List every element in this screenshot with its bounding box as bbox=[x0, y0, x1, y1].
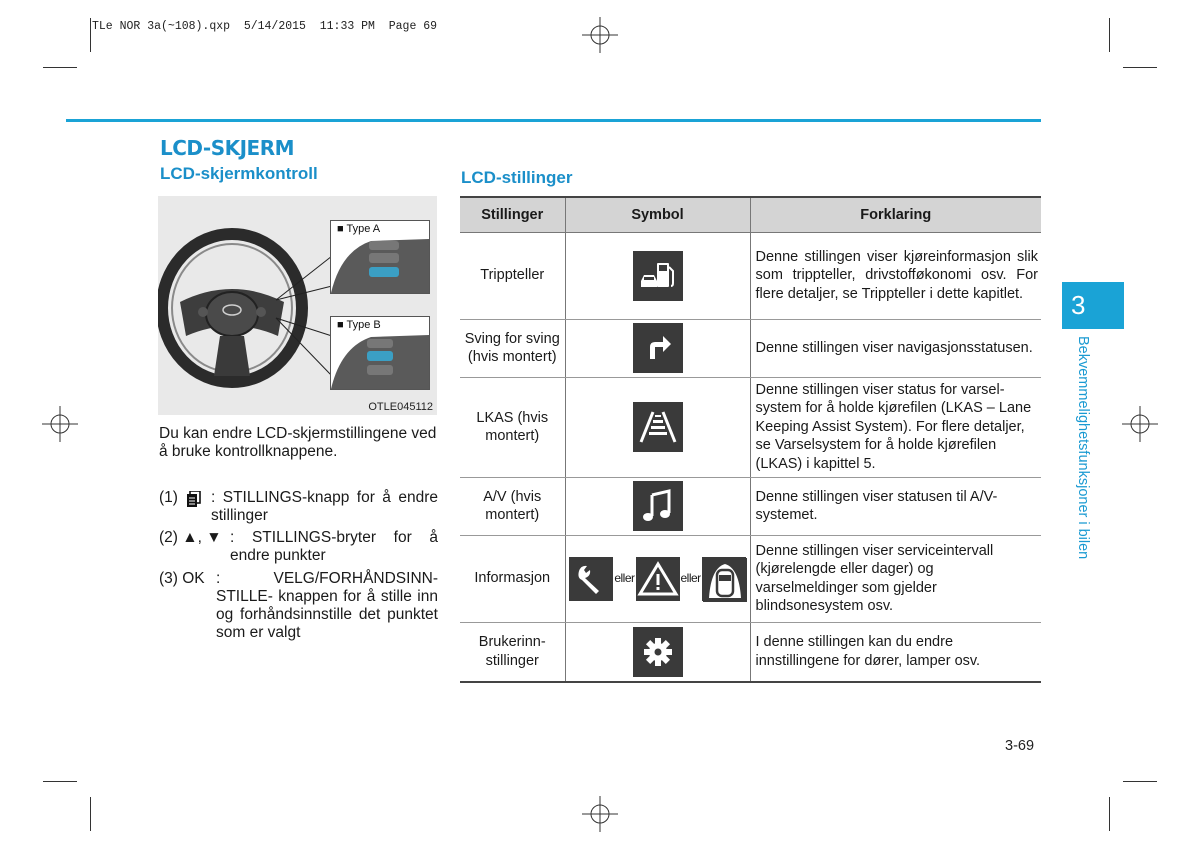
intro-paragraph: Du kan endre LCD-skjermstillingene ved å bruke kontrollknappene. bbox=[159, 425, 437, 460]
explanation-cell: Denne stillingen viser serviceintervall (kjørelengde eller dager) og varselmeldinger som gjelder blindsonesystem osv. bbox=[750, 535, 1041, 622]
section-title: LCD-SKJERM bbox=[160, 136, 295, 160]
explanation-cell: Denne stillingen viser navigasjonsstatusen. bbox=[750, 319, 1041, 377]
lcd-modes-table bbox=[460, 196, 1041, 683]
inset-type-b-label: ■ Type B bbox=[337, 319, 381, 331]
column-header: Symbol bbox=[565, 197, 750, 232]
registration-mark bbox=[582, 796, 618, 832]
item-number: (3) OK bbox=[159, 570, 205, 587]
item-text: : STILLINGS-knapp for å endre stillinger bbox=[211, 489, 438, 524]
mode-button-icon bbox=[187, 491, 201, 507]
crop-mark bbox=[90, 797, 91, 831]
table-header-row bbox=[460, 197, 1041, 232]
mode-cell: Trippteller bbox=[460, 232, 565, 319]
item-text: : STILLINGS-bryter for å endre punkter bbox=[230, 529, 438, 564]
music-note-icon bbox=[633, 481, 683, 531]
page-number: 3-69 bbox=[1005, 738, 1035, 754]
item-number: (1) bbox=[159, 489, 178, 506]
list-item bbox=[159, 570, 438, 644]
subheading-lcd-modes: LCD-stillinger bbox=[461, 168, 573, 187]
inset-type-a-label: ■ Type A bbox=[337, 223, 381, 235]
steering-wheel-figure bbox=[158, 196, 437, 415]
or-label: eller bbox=[680, 571, 701, 586]
item-text: : VELG/FORHÅNDSINN-STILLE- knappen for å stille inn og forhåndsinnstille det punktet som er valgt bbox=[216, 570, 438, 641]
or-label: eller bbox=[614, 571, 635, 586]
symbol-cell bbox=[565, 477, 750, 535]
crop-mark bbox=[1109, 797, 1110, 831]
trip-computer-icon bbox=[633, 251, 683, 301]
mode-cell: Informasjon bbox=[460, 535, 565, 622]
registration-mark bbox=[1122, 406, 1158, 442]
lane-keeping-icon bbox=[633, 402, 683, 452]
symbol-cell bbox=[565, 535, 750, 622]
table-row bbox=[460, 232, 1041, 319]
list-item bbox=[159, 489, 438, 527]
chapter-title bbox=[1071, 336, 1091, 586]
car-top-view-icon bbox=[702, 557, 746, 601]
column-header: Stillinger bbox=[460, 197, 565, 232]
gear-icon bbox=[633, 627, 683, 677]
mode-cell: LKAS (hvis montert) bbox=[460, 377, 565, 477]
wrench-icon bbox=[569, 557, 613, 601]
crop-mark bbox=[43, 67, 77, 68]
mode-cell: Sving for sving (hvis montert) bbox=[460, 319, 565, 377]
figure-caption: OTLE045112 bbox=[368, 401, 433, 413]
table-row bbox=[460, 622, 1041, 682]
print-slug: TLe NOR 3a(~108).qxp 5/14/2015 11:33 PM Page 69 bbox=[92, 20, 438, 33]
inset-type-b bbox=[330, 316, 430, 390]
warning-triangle-icon bbox=[636, 557, 680, 601]
mode-cell: A/V (hvis montert) bbox=[460, 477, 565, 535]
explanation-cell: Denne stillingen viser status for varsel-system for å holde kjørefilen (LKAS – Lane Keeping Assist System). For flere detaljer, se Varselsystem for å holde kjørefilen (LKAS) i kapittel 5. bbox=[750, 377, 1041, 477]
chapter-tab: 3 bbox=[1062, 282, 1124, 329]
crop-mark bbox=[1123, 67, 1157, 68]
registration-mark bbox=[42, 406, 78, 442]
table-row bbox=[460, 535, 1041, 622]
column-header: Forklaring bbox=[750, 197, 1041, 232]
inset-type-a bbox=[330, 220, 430, 294]
explanation-cell: Denne stillingen viser kjøreinformasjon slik som trippteller, drivstofføkonomi osv. For flere detaljer, se Trippteller i dette kapitlet. bbox=[750, 232, 1041, 319]
chapter-title-text: Bekvemmelighetsfunksjoner i bilen bbox=[1075, 336, 1091, 560]
subheading-lcd-control: LCD-skjermkontroll bbox=[160, 164, 318, 183]
table-row bbox=[460, 319, 1041, 377]
crop-mark bbox=[1109, 18, 1110, 52]
symbol-cell bbox=[565, 622, 750, 682]
table-row bbox=[460, 377, 1041, 477]
crop-mark bbox=[43, 781, 77, 782]
explanation-cell: I denne stillingen kan du endre innstillingene for dører, lamper osv. bbox=[750, 622, 1041, 682]
item-number: (2) ▲, ▼ bbox=[159, 529, 222, 546]
turn-arrow-icon bbox=[633, 323, 683, 373]
top-rule bbox=[66, 119, 1041, 122]
registration-mark bbox=[582, 17, 618, 53]
symbol-cell bbox=[565, 377, 750, 477]
list-item bbox=[159, 529, 438, 567]
crop-mark bbox=[90, 18, 91, 52]
mode-cell: Brukerinn-stillinger bbox=[460, 622, 565, 682]
table-row bbox=[460, 477, 1041, 535]
symbol-cell bbox=[565, 319, 750, 377]
symbol-cell bbox=[565, 232, 750, 319]
explanation-cell: Denne stillingen viser statusen til A/V-systemet. bbox=[750, 477, 1041, 535]
crop-mark bbox=[1123, 781, 1157, 782]
